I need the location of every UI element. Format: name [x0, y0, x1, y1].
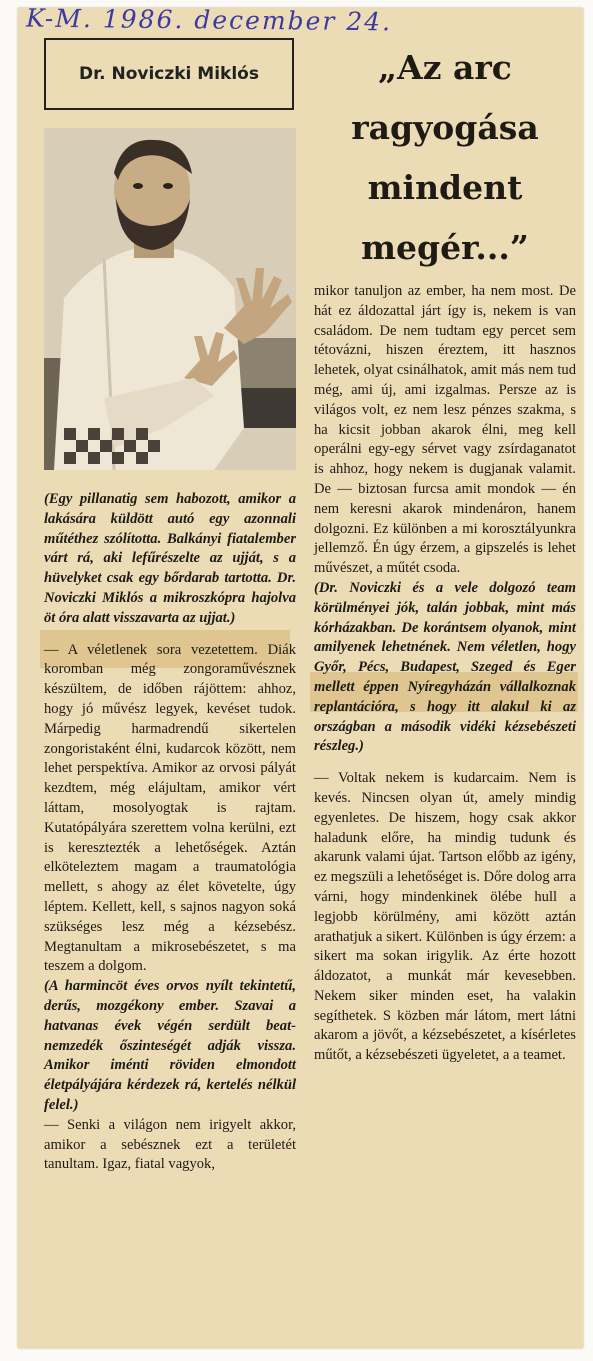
article-paragraph: — A véletlenek sora vezetettem. Diák koromban még zongoraművésznek készültem, de időben rájöttem: ahhoz, hogy jó művész legyek, kevéset tudok. Márpedig harmadrendű sikertelen zongoristaként élni, kudarcok között, nem lehet perspektíva. Amikor az orvosi pályát kezdtem, még elájultam, amikor vért láttam, mosolyogtak is rajtam. Kutatópályára szerettem volna kerülni, ezt is keresztezték a lehetőségek. Aztán elköteleztem magam a traumatológia mellett, s ahogy az élet követelte, úgy léptem. Kellett, kell, s sajnos nagyon soká szükséges lesz még a kézsebész. Megtanultam a mikrosebészetet, s ma teszem a dolgom. — [44, 641, 296, 975]
author-name: Dr. Noviczki Miklós — [79, 64, 259, 84]
author-name-box — [44, 38, 294, 110]
article-paragraph-italic: (A harmincöt éves orvos nyílt tekintetű, derűs, mozgékony ember. Szavai a hatvanas évek végén serdült beat-nemzedék őszinteségét adják vissza. Amikor iménti röviden elmondott életpályájára kérdezek rá, kertelés nélkül felel.) — [44, 978, 296, 1113]
portrait-illustration — [44, 128, 296, 470]
article-paragraph-italic: (Dr. Noviczki és a vele dolgozó team körülményei jók, talán jobbak, mint más kórházakban. De korántsem olyanok, mint amilyenek lehetnének. Nem véletlen, hogy Győr, Pécs, Budapest, Szeged és Eger mellett éppen Nyíregyházán vállalkoznak replantációra, s hogy itt alakul ki az országban a második vidéki kézsebészeti részleg.) — [314, 579, 576, 755]
photo-caption: (Egy pillanatig sem habozott, amikor a lakására küldött autó egy azonnali műtéthez szólította. Balkányi fiatalember várt rá, aki lefűrészelte az ujját, s a hüvelyket csak egy bőrdarab tartotta. Dr. Noviczki Miklós a mikroszkópra hajolva öt óra alatt visszavarta az ujjat.) — [44, 491, 296, 626]
right-column — [314, 282, 576, 1066]
article-headline — [310, 38, 580, 278]
portrait-photo — [44, 128, 296, 470]
article-paragraph: — Voltak nekem is kudarcaim. Nem is kevés. Nincsen olyan út, amely mindig egyenletes. De hiszem, hogy csak akkor haladunk előre, ha mindig tudunk és akarunk valami újat. Tartson előbb az igény, ez megszüli a lehetőséget is. Dőre dolog arra várni, hogy mindenkinek ölébe hull a legjobb körülmény, ami között aztán arathatjuk a sikert. Különben is úgy érzem: a sikert ma sokan irigylik. Az érte hozott áldozatot, a munkát már kevesebben. Nekem siker minden eset, ha valakin segíthetek. S közben már látom, mert látni akarom a jövőt, a kézsebészetet, a kísérletes műtőt, a kézsebészeti ügyeletet, a a teamet. — [314, 770, 576, 1064]
headline-line: megér...” — [361, 228, 529, 267]
left-column — [44, 490, 296, 1175]
handwritten-date: K-M. 1986. december 24. — [25, 3, 393, 37]
headline-line: ragyogása — [351, 108, 539, 147]
article-paragraph: — Senki a világon nem irigyelt akkor, amikor a sebésznek ezt a területét tanultam. Igaz, fiatal vagyok, — [44, 1116, 296, 1173]
headline-line: „Az arc — [378, 48, 512, 87]
headline-line: mindent — [367, 168, 523, 207]
article-paragraph: mikor tanuljon az ember, ha nem most. De hát ez áldozattal járt így is, nekem is van családom. De nem tudtam egy percet sem tétovázni, hiszen éreztem, itt hasznos lehetek, olyat csinálhatok, amit más nem tud még, ami új, ami izgalmas. Persze az is világos volt, ez nem lesz pénzes szakma, s ha kicsit jobban akarok élni, meg kell operálni egy-egy sérvet vagy zsírdaganatot is ahhoz, hogy nekem is dugjanak valamit. De — biztosan furcsa amit mondok — én nem keresni akarok mindenáron, hanem dolgozni. Ez különben a mi korosztályunkra jellemző. Én úgy érzem, a gipszelés is lehet művészet, a műtét csoda. — [314, 283, 576, 577]
